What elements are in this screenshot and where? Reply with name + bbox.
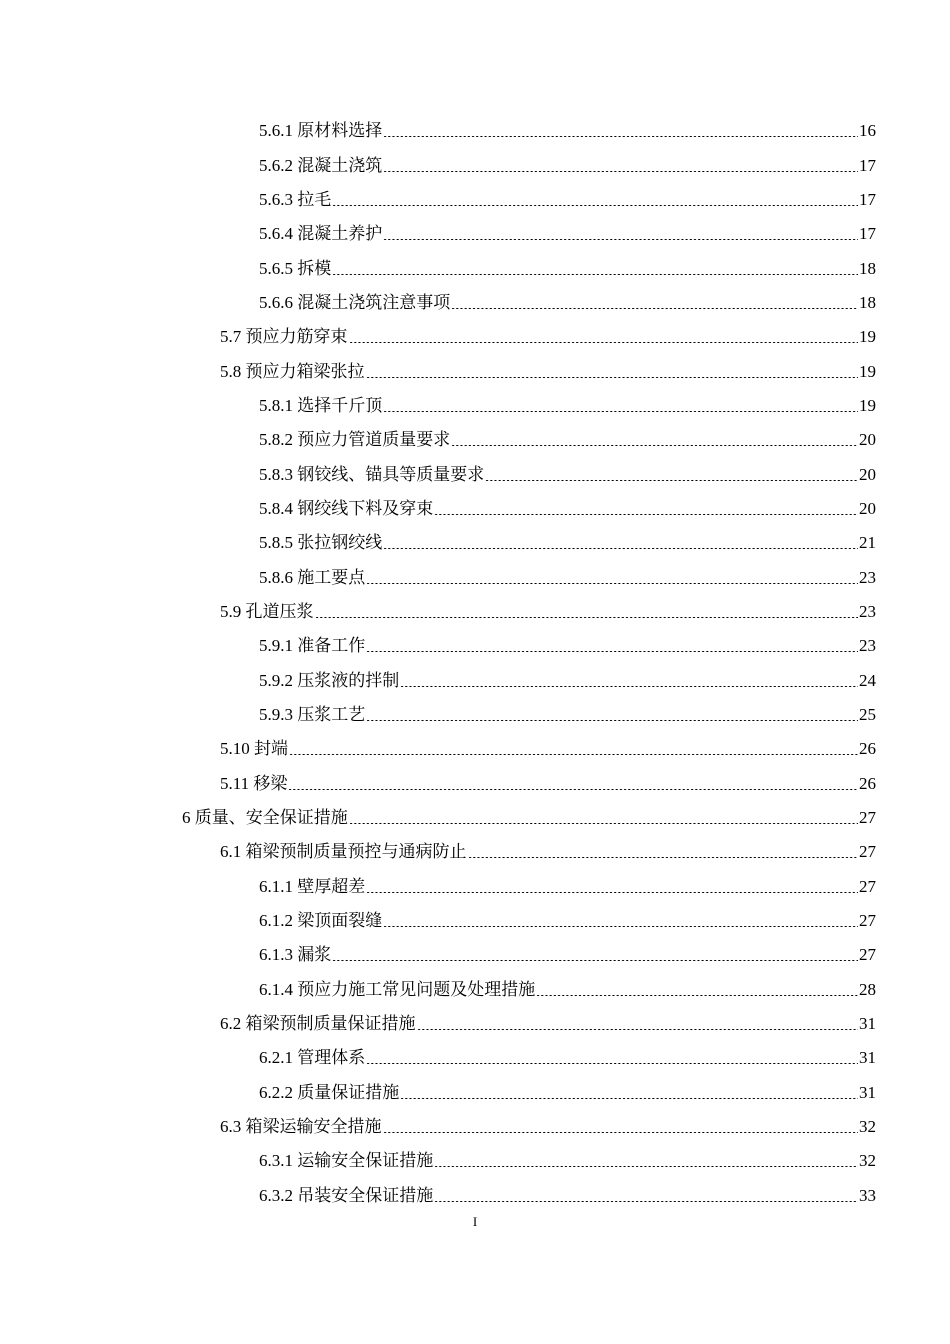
toc-entry-label: 5.6.6 混凝土浇筑注意事项 bbox=[259, 292, 451, 312]
toc-entry-row bbox=[259, 465, 876, 485]
dot-leader bbox=[417, 1029, 859, 1030]
dot-leader bbox=[485, 480, 858, 481]
toc-entry-row bbox=[259, 980, 876, 1000]
toc-entry-label: 6 质量、安全保证措施 bbox=[182, 808, 348, 828]
toc-entry-page-number: 23 bbox=[859, 567, 876, 587]
toc-entry-page-number: 27 bbox=[859, 876, 876, 896]
toc-entry[interactable] bbox=[0, 973, 950, 1007]
toc-entry-label: 5.6.4 混凝土养护 bbox=[259, 224, 383, 244]
toc-entry-label: 5.9.2 压浆液的拌制 bbox=[259, 670, 400, 690]
toc-entry-row bbox=[259, 911, 876, 931]
toc-entry[interactable] bbox=[0, 183, 950, 217]
toc-entry-page-number: 31 bbox=[859, 1014, 876, 1034]
toc-entry-page-number: 27 bbox=[859, 808, 876, 828]
toc-entry-page-number: 20 bbox=[859, 498, 876, 518]
toc-entry-page-number: 17 bbox=[859, 189, 876, 209]
toc-entry-row bbox=[259, 430, 876, 450]
toc-entry-row bbox=[259, 1151, 876, 1171]
toc-entry-page-number: 32 bbox=[859, 1117, 876, 1137]
toc-entry-row bbox=[259, 877, 876, 897]
toc-entry-label: 6.1 箱梁预制质量预控与通病防止 bbox=[220, 842, 467, 862]
toc-entry-page-number: 28 bbox=[859, 979, 876, 999]
toc-entry[interactable] bbox=[0, 801, 950, 835]
dot-leader bbox=[332, 960, 858, 961]
toc-entry-page-number: 32 bbox=[859, 1151, 876, 1171]
toc-entry-label: 5.8.4 钢绞线下料及穿束 bbox=[259, 498, 434, 518]
toc-entry[interactable] bbox=[0, 938, 950, 972]
dot-leader bbox=[366, 583, 858, 584]
toc-entry[interactable] bbox=[0, 1007, 950, 1041]
dot-leader bbox=[332, 274, 858, 275]
toc-entry[interactable] bbox=[0, 526, 950, 560]
toc-entry-row bbox=[259, 224, 876, 244]
toc-entry[interactable] bbox=[0, 904, 950, 938]
toc-entry-label: 6.1.1 壁厚超差 bbox=[259, 876, 366, 896]
toc-entry[interactable] bbox=[0, 1076, 950, 1110]
toc-entry-row bbox=[259, 1083, 876, 1103]
toc-entry[interactable] bbox=[0, 732, 950, 766]
toc-entry-page-number: 20 bbox=[859, 430, 876, 450]
dot-leader bbox=[366, 1063, 858, 1064]
toc-entry-row bbox=[182, 808, 876, 828]
toc-entry-page-number: 18 bbox=[859, 258, 876, 278]
toc-entry-row bbox=[259, 705, 876, 725]
toc-entry-label: 6.3.1 运输安全保证措施 bbox=[259, 1151, 434, 1171]
toc-entry[interactable] bbox=[0, 286, 950, 320]
dot-leader bbox=[332, 205, 858, 206]
toc-entry-label: 5.9.1 准备工作 bbox=[259, 636, 366, 656]
dot-leader bbox=[400, 686, 858, 687]
toc-entry-page-number: 18 bbox=[859, 292, 876, 312]
dot-leader bbox=[383, 548, 858, 549]
toc-entry-row bbox=[220, 739, 876, 759]
toc-entry-row bbox=[259, 396, 876, 416]
toc-entry[interactable] bbox=[0, 698, 950, 732]
dot-leader bbox=[366, 377, 859, 378]
toc-entry-label: 5.8.6 施工要点 bbox=[259, 567, 366, 587]
toc-entry-label: 5.9 孔道压浆 bbox=[220, 601, 314, 621]
toc-entry[interactable] bbox=[0, 354, 950, 388]
toc-entry-page-number: 25 bbox=[859, 705, 876, 725]
dot-leader bbox=[289, 754, 858, 755]
toc-entry[interactable] bbox=[0, 423, 950, 457]
toc-entry-label: 6.1.3 漏浆 bbox=[259, 945, 332, 965]
toc-entry-row bbox=[259, 499, 876, 519]
toc-entry-label: 5.8.2 预应力管道质量要求 bbox=[259, 430, 451, 450]
toc-entry-row bbox=[220, 602, 876, 622]
dot-leader bbox=[366, 720, 858, 721]
toc-entry-page-number: 19 bbox=[859, 327, 876, 347]
toc-entry-row bbox=[220, 842, 876, 862]
toc-entry-label: 5.6.3 拉毛 bbox=[259, 189, 332, 209]
toc-entry-label: 5.10 封端 bbox=[220, 739, 288, 759]
toc-entry-page-number: 23 bbox=[859, 601, 876, 621]
dot-leader bbox=[468, 857, 859, 858]
toc-entry-label: 5.8.5 张拉钢绞线 bbox=[259, 533, 383, 553]
toc-entry-page-number: 27 bbox=[859, 945, 876, 965]
toc-entry-row bbox=[259, 1048, 876, 1068]
toc-entry-page-number: 16 bbox=[859, 121, 876, 141]
toc-entry-page-number: 27 bbox=[859, 842, 876, 862]
toc-entry-label: 6.3.2 吊装安全保证措施 bbox=[259, 1185, 434, 1205]
toc-entry-page-number: 33 bbox=[859, 1185, 876, 1205]
dot-leader bbox=[400, 1098, 858, 1099]
toc-entry[interactable] bbox=[0, 114, 950, 148]
dot-leader bbox=[349, 342, 859, 343]
toc-entry-page-number: 20 bbox=[859, 464, 876, 484]
toc-entry-label: 5.8 预应力箱梁张拉 bbox=[220, 361, 365, 381]
toc-entry-label: 5.11 移梁 bbox=[220, 773, 288, 793]
toc-entry-row bbox=[259, 568, 876, 588]
toc-entry[interactable] bbox=[0, 217, 950, 251]
dot-leader bbox=[536, 995, 858, 996]
toc-entry-page-number: 26 bbox=[859, 773, 876, 793]
toc-entry-label: 5.6.2 混凝土浇筑 bbox=[259, 155, 383, 175]
toc-entry[interactable] bbox=[0, 870, 950, 904]
dot-leader bbox=[451, 445, 858, 446]
page-number-footer: I bbox=[472, 1214, 478, 1229]
toc-entry-page-number: 21 bbox=[859, 533, 876, 553]
toc-entry-row bbox=[259, 533, 876, 553]
toc-entry-page-number: 17 bbox=[859, 155, 876, 175]
toc-entry-row bbox=[259, 259, 876, 279]
dot-leader bbox=[434, 514, 858, 515]
dot-leader bbox=[288, 789, 858, 790]
toc-entry[interactable] bbox=[0, 389, 950, 423]
table-of-contents bbox=[0, 114, 950, 1213]
toc-entry[interactable] bbox=[0, 320, 950, 354]
toc-entry-page-number: 24 bbox=[859, 670, 876, 690]
toc-entry-label: 5.8.3 钢铰线、锚具等质量要求 bbox=[259, 464, 485, 484]
toc-entry[interactable] bbox=[0, 629, 950, 663]
toc-entry-page-number: 23 bbox=[859, 636, 876, 656]
toc-entry-page-number: 17 bbox=[859, 224, 876, 244]
toc-entry[interactable] bbox=[0, 767, 950, 801]
toc-entry-label: 5.6.1 原材料选择 bbox=[259, 121, 383, 141]
toc-entry-row bbox=[220, 1014, 876, 1034]
toc-entry-row bbox=[259, 156, 876, 176]
toc-entry-label: 5.6.5 拆模 bbox=[259, 258, 332, 278]
toc-entry[interactable] bbox=[0, 595, 950, 629]
dot-leader bbox=[383, 1132, 859, 1133]
toc-entry-page-number: 31 bbox=[859, 1048, 876, 1068]
dot-leader bbox=[451, 308, 858, 309]
toc-entry-row bbox=[259, 945, 876, 965]
toc-entry[interactable] bbox=[0, 457, 950, 491]
dot-leader bbox=[383, 411, 858, 412]
toc-entry-row bbox=[259, 1186, 876, 1206]
dot-leader bbox=[349, 823, 858, 824]
toc-entry-page-number: 19 bbox=[859, 361, 876, 381]
toc-entry-row bbox=[259, 121, 876, 141]
toc-entry[interactable] bbox=[0, 1041, 950, 1075]
dot-leader bbox=[315, 617, 859, 618]
dot-leader bbox=[434, 1201, 858, 1202]
toc-entry[interactable] bbox=[0, 560, 950, 594]
toc-entry-page-number: 19 bbox=[859, 395, 876, 415]
toc-entry[interactable] bbox=[0, 492, 950, 526]
dot-leader bbox=[434, 1166, 858, 1167]
toc-entry-label: 5.9.3 压浆工艺 bbox=[259, 705, 366, 725]
toc-entry-label: 5.8.1 选择千斤顶 bbox=[259, 395, 383, 415]
dot-leader bbox=[366, 651, 858, 652]
toc-entry[interactable] bbox=[0, 664, 950, 698]
toc-entry-row bbox=[220, 327, 876, 347]
dot-leader bbox=[383, 239, 858, 240]
toc-entry[interactable] bbox=[0, 1179, 950, 1213]
dot-leader bbox=[383, 171, 858, 172]
toc-entry-page-number: 31 bbox=[859, 1082, 876, 1102]
dot-leader bbox=[383, 926, 858, 927]
toc-entry-row bbox=[259, 293, 876, 313]
toc-entry-label: 6.3 箱梁运输安全措施 bbox=[220, 1117, 382, 1137]
toc-entry-label: 6.2.1 管理体系 bbox=[259, 1048, 366, 1068]
toc-entry[interactable] bbox=[0, 835, 950, 869]
toc-entry-row bbox=[220, 362, 876, 382]
toc-entry-label: 5.7 预应力筋穿束 bbox=[220, 327, 348, 347]
toc-entry-label: 6.2.2 质量保证措施 bbox=[259, 1082, 400, 1102]
toc-entry-page-number: 26 bbox=[859, 739, 876, 759]
toc-entry-label: 6.1.4 预应力施工常见问题及处理措施 bbox=[259, 979, 536, 999]
toc-entry[interactable] bbox=[0, 1110, 950, 1144]
toc-entry-row bbox=[259, 671, 876, 691]
toc-entry-label: 6.2 箱梁预制质量保证措施 bbox=[220, 1014, 416, 1034]
toc-entry-row bbox=[220, 774, 876, 794]
toc-entry[interactable] bbox=[0, 148, 950, 182]
toc-entry-row bbox=[259, 190, 876, 210]
toc-entry-page-number: 27 bbox=[859, 911, 876, 931]
toc-entry-row bbox=[259, 636, 876, 656]
dot-leader bbox=[383, 136, 858, 137]
toc-entry-row bbox=[220, 1117, 876, 1137]
toc-entry[interactable] bbox=[0, 1144, 950, 1178]
toc-entry[interactable] bbox=[0, 251, 950, 285]
toc-entry-label: 6.1.2 梁顶面裂缝 bbox=[259, 911, 383, 931]
dot-leader bbox=[366, 892, 858, 893]
